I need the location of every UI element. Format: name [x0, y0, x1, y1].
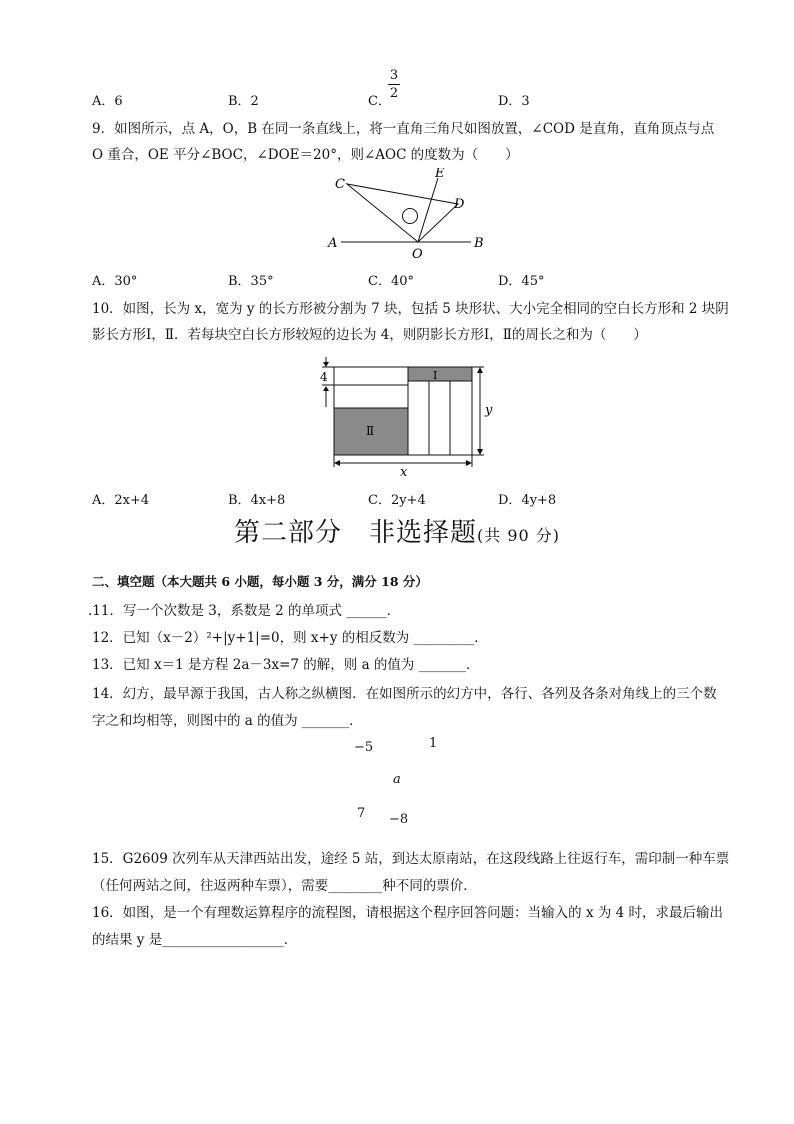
q16-stem-line1: 16．如图，是一个有理数运算程序的流程图，请根据这个程序回答问题：当输入的 x 为 4 时，求最后输出: [92, 905, 724, 921]
q15-stem-line2: （任何两站之间，往返两种车票），需要________种不同的票价．: [92, 878, 477, 894]
q12-stem: 12．已知（x－2）²+|y+1|=0，则 x+y 的相反数为 _________．: [92, 630, 488, 646]
part-two-score: (共 90 分): [477, 526, 561, 545]
fraction-denominator: 2: [389, 86, 399, 101]
magic-cell-r1c3: 1: [429, 736, 438, 751]
magic-cell-r3c1: 7: [357, 806, 366, 821]
label-x: x: [400, 465, 408, 480]
q8-option-a: A．6: [92, 94, 123, 109]
shaded-rectangle-one: [408, 367, 472, 381]
q10-stem-line2: 影长方形Ⅰ，Ⅱ．若每块空白长方形较短的边长为 4，则阴影长方形Ⅰ，Ⅱ的周长之和为（ ）: [92, 327, 647, 343]
q9-option-b: B．35°: [228, 274, 274, 289]
q11-stem: .11．写一个次数是 3，系数是 2 的单项式 ______．: [88, 603, 401, 619]
q16-stem-line2: 的结果 y 是__________________．: [92, 932, 298, 948]
magic-cell-r3c2: −8: [389, 812, 409, 827]
label-b: B: [474, 236, 484, 251]
q10-stem-line1: 10．如图，长为 x，宽为 y 的长方形被分割为 7 块，包括 5 块形状、大小完全相同的空白长方形和 2 块阴: [92, 301, 729, 317]
q9-figure: [325, 168, 490, 260]
q9-stem-line2: O 重合，OE 平分∠BOC，∠DOE＝20°，则∠AOC 的度数为（ ）: [92, 147, 519, 163]
label-y: y: [485, 403, 493, 418]
label-a: A: [328, 236, 338, 251]
q9-stem-line1: 9．如图所示，点 A，O，B 在同一条直线上，将一直角三角尺如图放置，∠COD 是直角，直角顶点与点: [92, 121, 715, 137]
part-two-title-text: 第二部分 非选择题: [234, 518, 478, 548]
q10-option-d: D．4y+8: [498, 493, 557, 508]
fraction-numerator: 3: [389, 68, 399, 83]
q10-option-c: C．2y+4: [368, 493, 426, 508]
q14-stem-line2: 字之和均相等，则图中的 a 的值为 _______．: [92, 713, 363, 729]
magic-cell-r2c2: a: [393, 772, 401, 787]
q13-stem: 13．已知 x＝1 是方程 2a－3x=7 的解，则 a 的值为 _______．: [92, 657, 480, 673]
q15-stem-line1: 15．G2609 次列车从天津西站出发，途经 5 站，到达太原南站，在这段线路上往返行车，需印制一种车票: [92, 851, 730, 867]
part-two-title: [234, 512, 560, 549]
q8-option-c-fraction: [388, 68, 400, 101]
q8-option-c: C．: [368, 94, 391, 109]
q9-option-d: D．45°: [498, 274, 545, 289]
label-one: Ⅰ: [433, 369, 438, 382]
q10-option-b: B．4x+8: [228, 493, 286, 508]
label-d: D: [454, 197, 465, 212]
label-o: O: [412, 247, 423, 260]
magic-cell-r1c1: −5: [354, 740, 374, 755]
q8-option-b: B．2: [228, 94, 259, 109]
label-c: C: [335, 177, 345, 192]
q10-figure: [312, 355, 502, 480]
ruler-hole: [403, 209, 418, 224]
triangle-ruler: [347, 184, 458, 242]
q10-option-a: A．2x+4: [92, 493, 150, 508]
q14-stem-line1: 14．幻方，最早源于我国，古人称之纵横图．在如图所示的幻方中，各行、各列及各条对角线上的三个数: [92, 686, 717, 702]
q8-option-d: D．3: [498, 94, 530, 109]
q9-option-c: C．40°: [368, 274, 414, 289]
section-two-heading: 二、填空题（本大题共 6 小题，每小题 3 分，满分 18 分）: [92, 574, 428, 589]
label-two: Ⅱ: [366, 424, 375, 438]
q9-option-a: A．30°: [92, 274, 138, 289]
label-four: 4: [320, 370, 328, 384]
label-e: E: [435, 168, 445, 181]
